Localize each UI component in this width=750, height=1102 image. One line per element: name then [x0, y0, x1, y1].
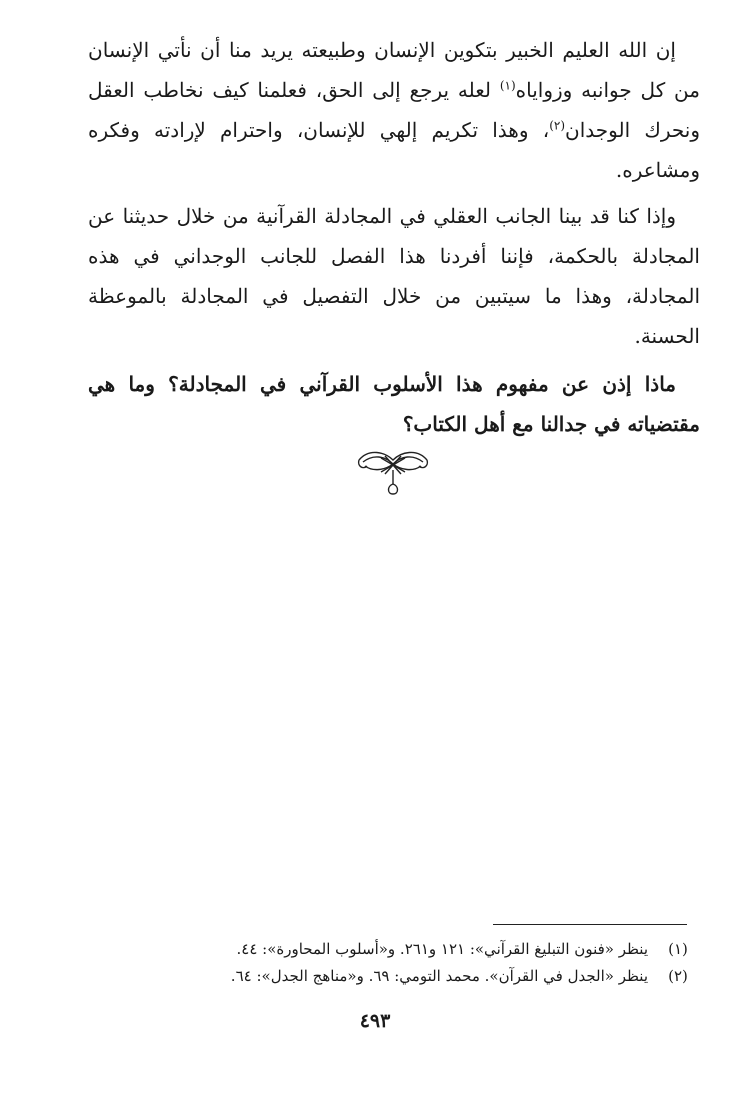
paragraph-1-part-a: إن الله العليم الخبير بتكوين الإنسان وطبيعته يريد منا أن نأتي الإنسان من كل جوانبه وزواياه — [88, 38, 700, 102]
paragraph-1-part-c: ، وهذا تكريم إلهي للإنسان، واحترام لإرادته وفكره ومشاعره. — [88, 118, 700, 182]
footnote-number: (١) — [668, 940, 688, 958]
paragraph-2: وإذا كنا قد بينا الجانب العقلي في المجادلة القرآنية من خلال حديثنا عن المجادلة بالحكمة، فإننا أفردنا هذا الفصل للجانب الوجداني في هذه المجادلة، وهذا ما سيتبين من خلال التفصيل في المجادلة بالموعظة الحسنة. — [88, 204, 700, 348]
footnote-text: ينظر «الجدل في القرآن». محمد التومي: ٦٩. و«مناهج الجدل»: ٦٤. — [230, 967, 648, 985]
paragraph-1-part-b: لعله يرجع إلى الحق، فعلمنا كيف نخاطب العقل ونحرك الوجدان — [88, 78, 700, 142]
footnote-text: ينظر «فنون التبليغ القرآني»: ١٢١ و٢٦١. و«أسلوب المحاورة»: ٤٤. — [236, 940, 648, 958]
footnote-2 — [150, 963, 692, 990]
floral-divider-icon — [355, 444, 431, 496]
footnote-ref-1[interactable]: (١) — [499, 78, 516, 93]
paragraph-3-question: ماذا إذن عن مفهوم هذا الأسلوب القرآني في المجادلة؟ وما هي مقتضياته في جدالنا مع أهل الكتاب؟ — [88, 372, 700, 436]
footnote-separator — [493, 924, 687, 925]
page-number: ٤٩٣ — [359, 1010, 391, 1032]
footnotes — [150, 936, 692, 990]
footnote-1 — [150, 936, 692, 963]
main-text — [88, 30, 700, 444]
paragraph-1 — [88, 30, 700, 190]
footnote-number: (٢) — [668, 967, 688, 985]
footnote-ref-2[interactable]: (٢) — [549, 118, 566, 133]
